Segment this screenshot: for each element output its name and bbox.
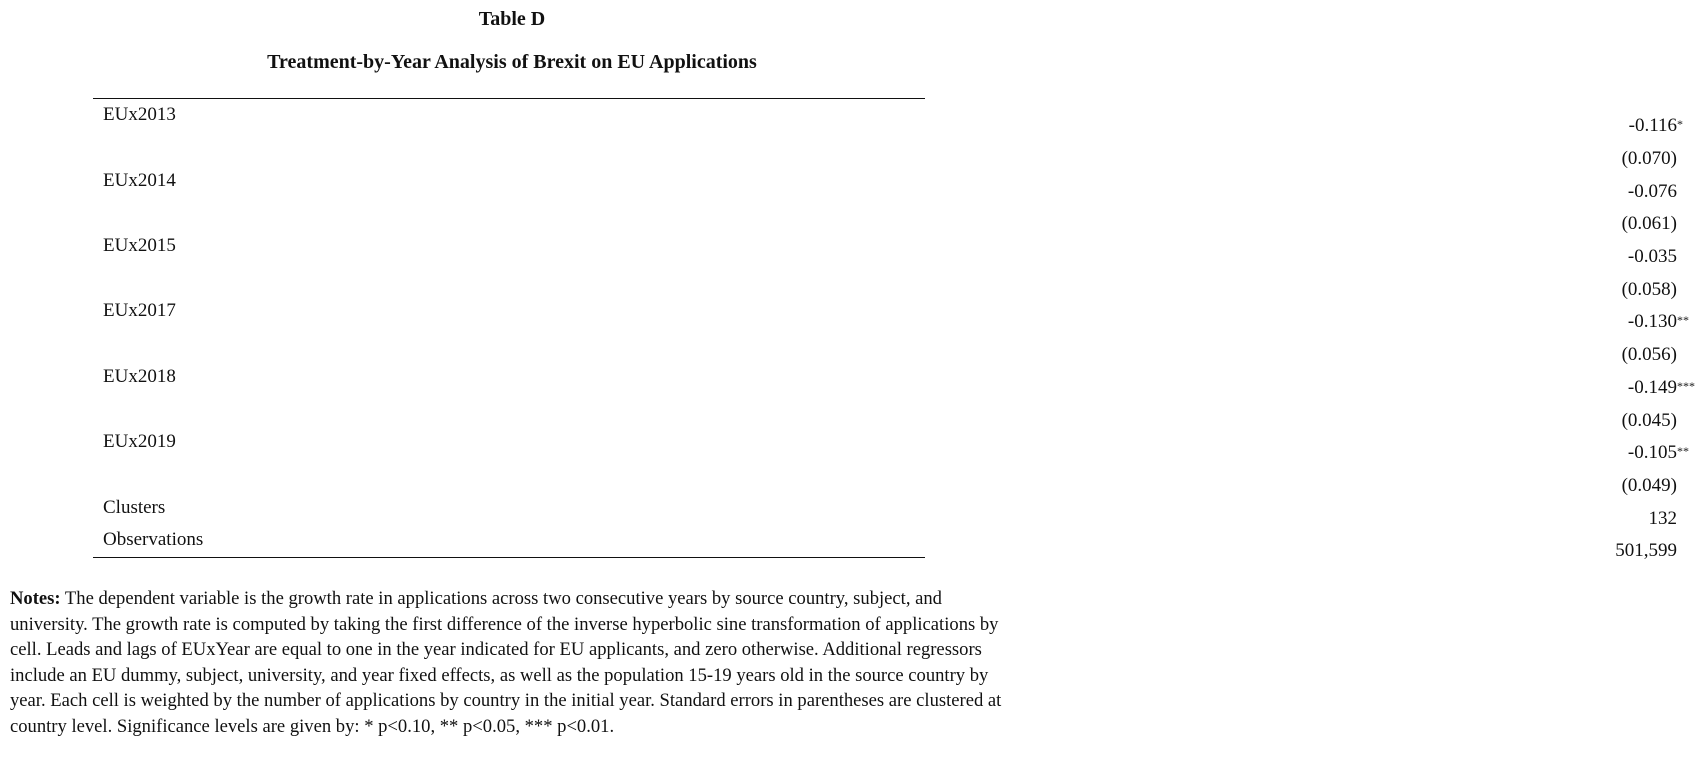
coef-value: [1628, 246, 1677, 268]
se-row: [93, 393, 925, 426]
row-label: EUx2017: [103, 300, 176, 322]
significance-stars: **: [1677, 444, 1689, 459]
standard-error: (0.061): [1621, 213, 1677, 235]
row-label: EUx2019: [103, 431, 176, 453]
coef-row: [93, 164, 925, 197]
se-row: [93, 459, 925, 492]
coef-value: [1628, 181, 1677, 203]
significance-stars: *: [1677, 117, 1683, 132]
se-label-spacer: [93, 328, 925, 361]
results-table: [93, 99, 1695, 562]
observations-value: 501,599: [1615, 540, 1677, 562]
significance-stars: ***: [1677, 378, 1695, 393]
row-label: EUx2014: [103, 169, 176, 191]
notes-text: The dependent variable is the growth rate in applications across two consecutive years by source country, subject, and university. The growth rate is computed by taking the first difference of the inverse hyperbolic sine transformation of applications by cell. Leads and lags of EUxYear are equal to one in the year indicated for EU applicants, and zero otherwise. Additional regressors include an EU dummy, subject, university, and year fixed effects, as well as the population 15-19 years old in the source country by year. Each cell is weighted by the number of applications by country in the initial year. Standard errors in parentheses are clustered at country level. Significance levels are given by: * p<0.10, ** p<0.05, *** p<0.01.: [10, 588, 1002, 737]
clusters-value: 132: [1648, 507, 1677, 529]
table-subtitle: Treatment-by-Year Analysis of Brexit on EU Applications: [267, 51, 757, 73]
table-notes: [10, 586, 1014, 739]
table-title: Table D: [478, 8, 546, 30]
coef-row: [93, 230, 925, 263]
se-label-spacer: [93, 132, 925, 165]
standard-error: (0.056): [1621, 344, 1677, 366]
se-row: [93, 197, 925, 230]
coef-value: [1628, 311, 1689, 333]
coef-number: -0.149: [1627, 376, 1677, 398]
standard-error: (0.049): [1621, 474, 1677, 496]
standard-error: (0.058): [1621, 278, 1677, 300]
row-label: EUx2018: [103, 365, 176, 387]
coef-number: -0.130: [1627, 311, 1677, 333]
coef-value: [1629, 115, 1683, 137]
clusters-label: Clusters: [103, 496, 166, 518]
coef-number: -0.116: [1628, 115, 1677, 137]
clusters-row: [93, 491, 925, 524]
observations-label: Observations: [103, 529, 204, 551]
coef-value: [1628, 377, 1695, 399]
regression-table: [93, 98, 1695, 562]
se-label-spacer: [93, 459, 925, 492]
se-label-spacer: [93, 197, 925, 230]
coef-number: -0.035: [1627, 246, 1677, 268]
row-label: EUx2013: [103, 104, 176, 126]
se-label-spacer: [93, 262, 925, 295]
coef-row: [93, 295, 925, 328]
se-label-spacer: [93, 393, 925, 426]
se-row: [93, 328, 925, 361]
coef-row: [93, 426, 925, 459]
standard-error: (0.070): [1621, 148, 1677, 170]
se-row: [93, 132, 925, 165]
notes-lead: Notes:: [10, 588, 61, 609]
coef-row: [93, 361, 925, 394]
coef-number: -0.105: [1627, 442, 1677, 464]
coef-row: [93, 99, 925, 132]
significance-stars: **: [1677, 313, 1689, 328]
se-row: [93, 262, 925, 295]
row-label: EUx2015: [103, 235, 176, 257]
coef-value: [1628, 442, 1689, 464]
coef-number: -0.076: [1627, 180, 1677, 202]
observations-row: [93, 524, 925, 557]
standard-error: (0.045): [1621, 409, 1677, 431]
